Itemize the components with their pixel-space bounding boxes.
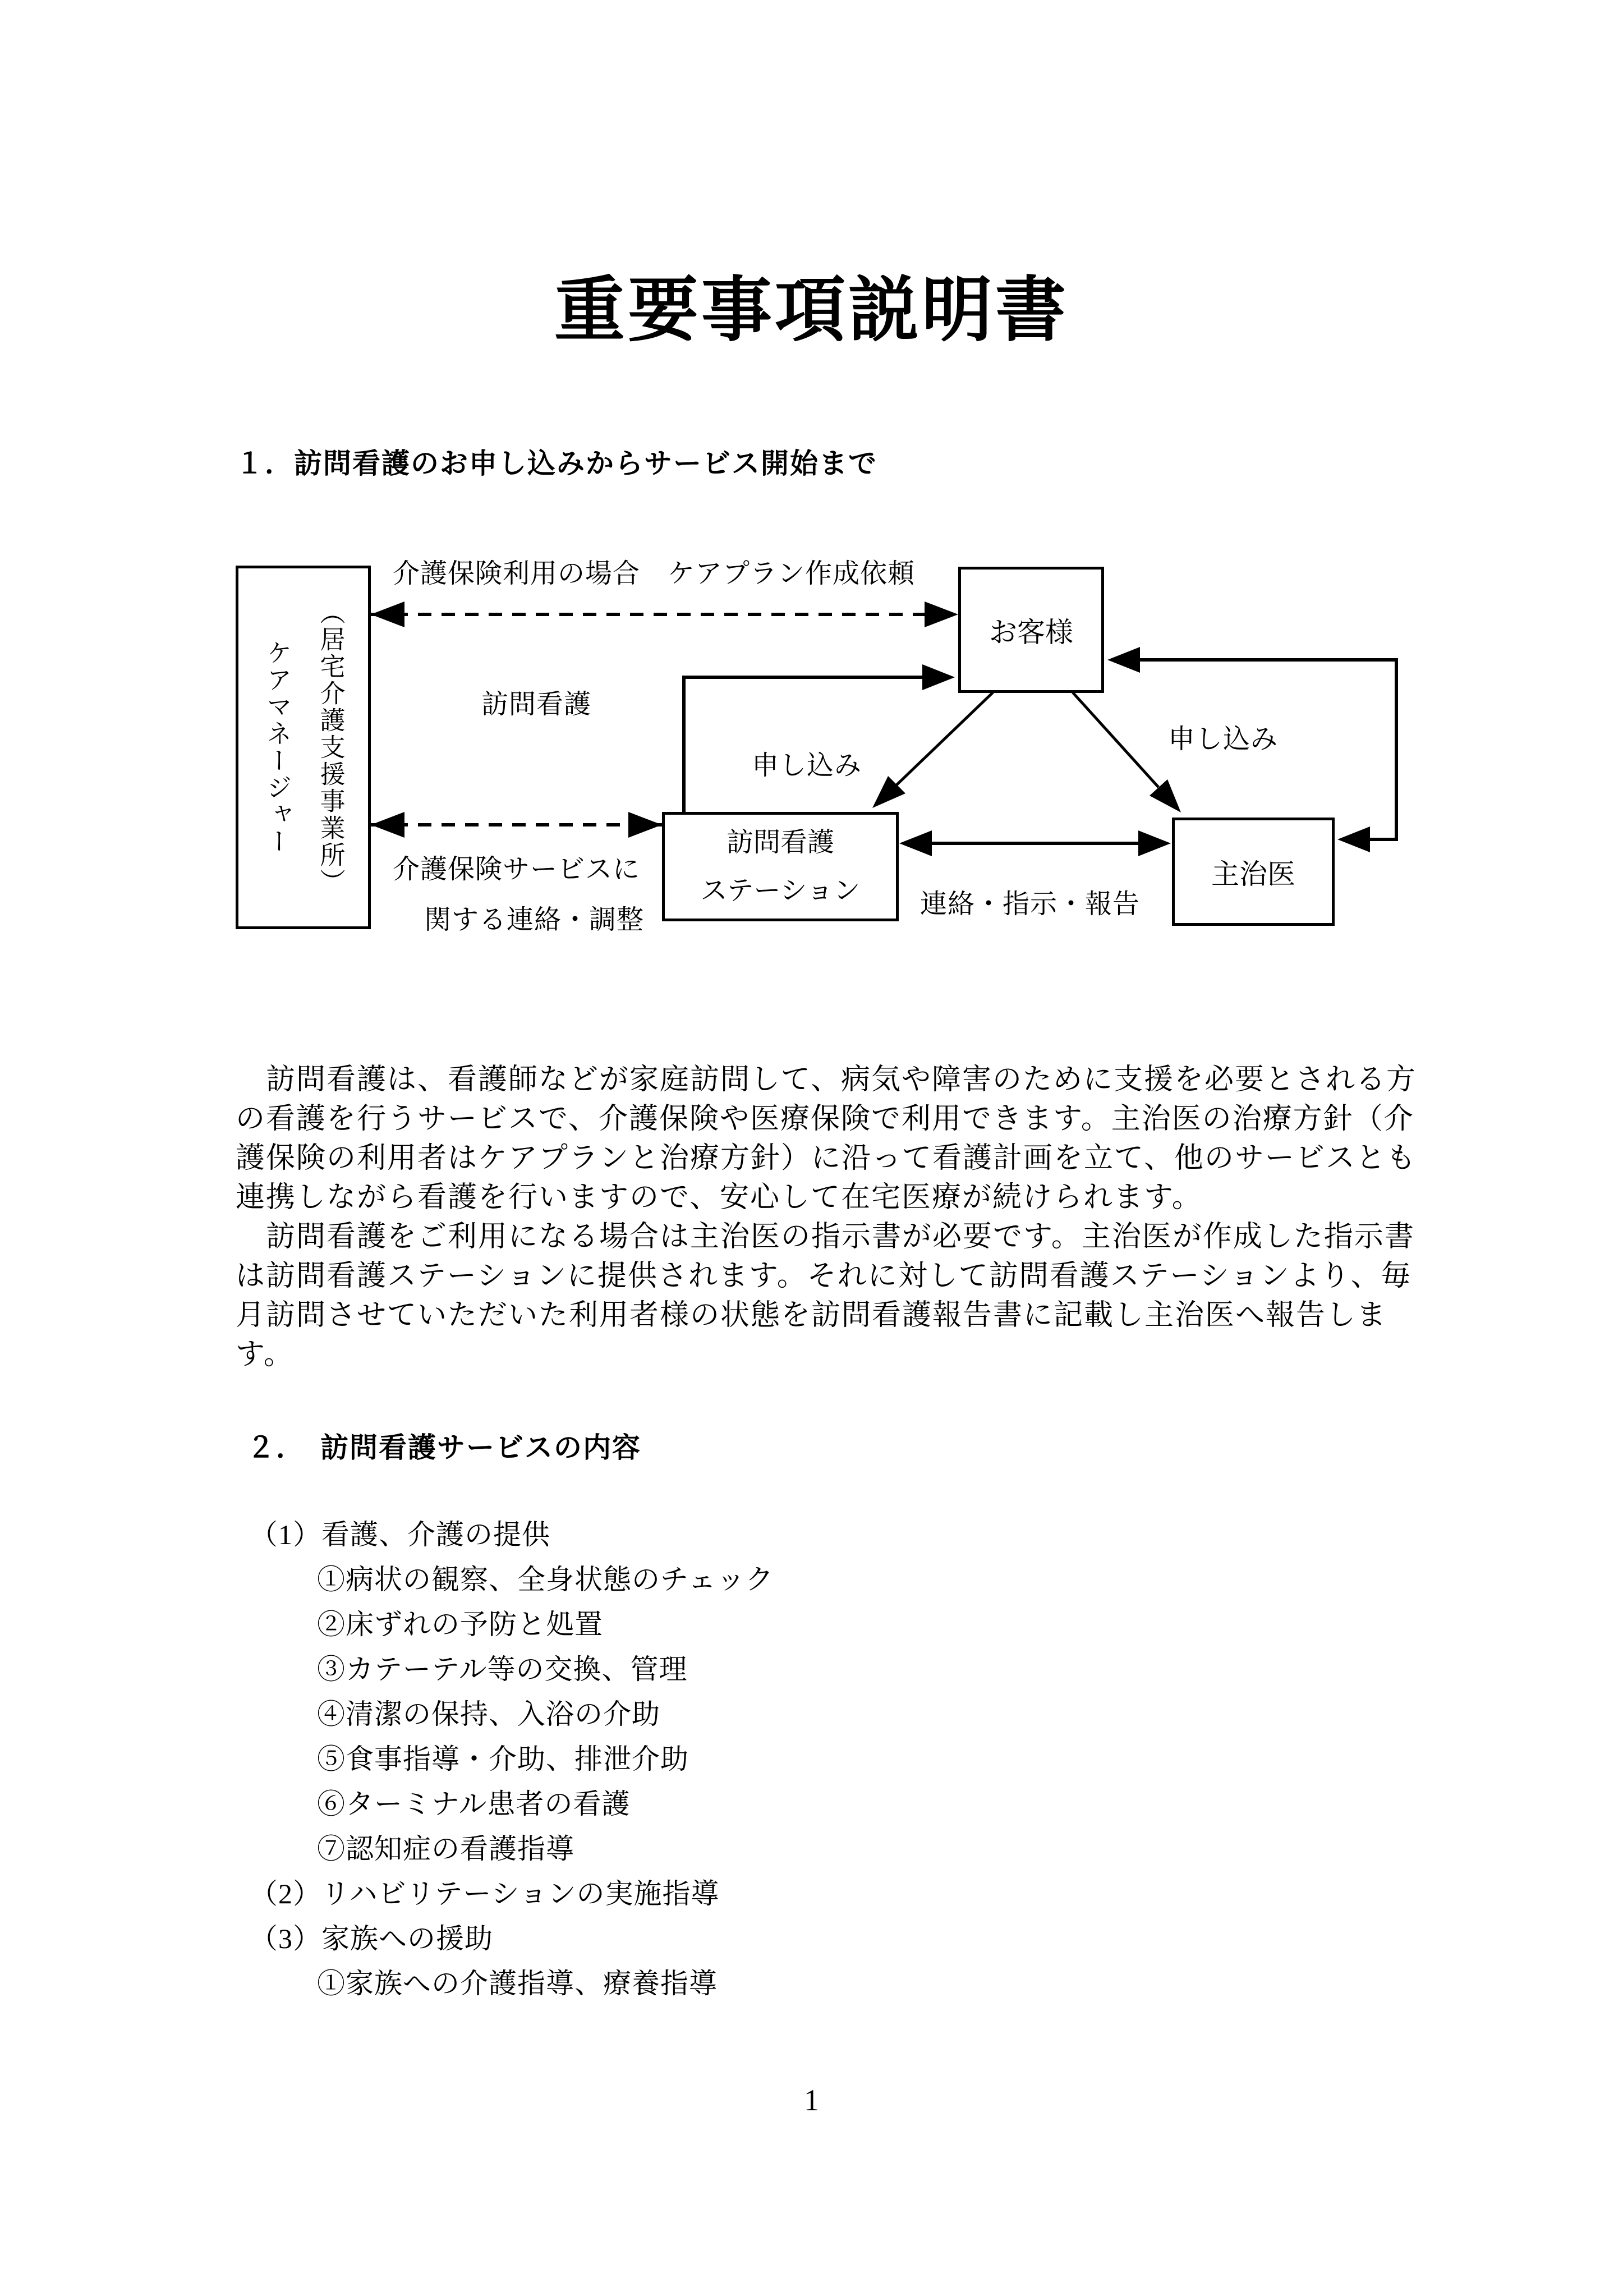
doctor-label: 主治医 [1211, 858, 1295, 890]
paragraph2-line: 月訪問させていただいた利用者様の状態を訪問看護報告書に記載し主治医へ報告しま [236, 1299, 1387, 1331]
care-manager-label [250, 599, 357, 896]
arrowhead-left-icon [1337, 826, 1370, 852]
list-item: ③カテーテル等の交換、管理 [317, 1654, 688, 1685]
diagonal-customer-to-doctor [1073, 692, 1158, 787]
arrowhead-right-icon [922, 664, 955, 690]
label-renraku-shiji-houkoku: 連絡・指示・報告 [920, 889, 1141, 919]
arrowhead-left-icon [371, 601, 404, 627]
label-kaigo-hoken-service-2: 関する連絡・調整 [424, 905, 645, 935]
list-item: ⑥ターミナル患者の看護 [317, 1788, 631, 1820]
paragraph2-line: は訪問看護ステーションに提供されます。それに対して訪問看護ステーションより、毎 [236, 1260, 1411, 1292]
care-manager-org: （居宅介護支援事業所） [316, 599, 344, 896]
list-item: ⑦認知症の看護指導 [317, 1833, 574, 1865]
list-item: （1）看護、介護の提供 [250, 1519, 550, 1550]
arrowhead-left-icon [1107, 647, 1140, 673]
section2-heading: ２． 訪問看護サービスの内容 [247, 1432, 641, 1463]
list-item: ⑤食事指導・介助、排泄介助 [317, 1743, 689, 1775]
paragraph1-line: 連携しながら看護を行いますので、安心して在宅医療が続けられます。 [236, 1182, 1202, 1214]
document-title: 重要事項説明書 [554, 272, 1069, 350]
paragraph2-line: す。 [236, 1339, 294, 1371]
customer-label: お客様 [989, 616, 1073, 648]
arrowhead-right-icon [925, 601, 958, 627]
section1-heading: １．訪問看護のお申し込みからサービス開始まで [236, 448, 877, 479]
station-label [700, 819, 860, 915]
list-item: （2）リハビリテーションの実施指導 [250, 1878, 720, 1909]
box-station [662, 812, 899, 921]
list-item: ④清潔の保持、入浴の介助 [317, 1698, 660, 1730]
box-doctor [1172, 818, 1335, 926]
label-kaigo-hoken-service-1: 介護保険サービスに [393, 855, 641, 884]
paragraph1-line: 訪問看護は、看護師などが家庭訪問して、病気や障害のために支援を必要とされる方 [236, 1064, 1417, 1096]
arrowhead-left-icon [899, 830, 932, 856]
arrowhead-right-icon [628, 812, 662, 838]
list-item: ①病状の観察、全身状態のチェック [317, 1564, 774, 1595]
arrowhead-right-icon [1138, 830, 1171, 856]
station-line2: ステーション [700, 875, 861, 906]
box-care-manager [236, 566, 371, 929]
station-line1: 訪問看護 [726, 827, 834, 857]
paragraph1-line: の看護を行うサービスで、介護保険や医療保険で利用できます。主治医の治療方針（介 [236, 1103, 1414, 1135]
box-customer [958, 567, 1104, 693]
label-moushikomi-right: 申し込み [1168, 724, 1279, 754]
care-manager-title: ケアマネージャー [263, 640, 291, 855]
label-care-plan-request: 介護保険利用の場合 ケアプラン作成依頼 [393, 559, 916, 589]
list-item: ①家族への介護指導、療養指導 [317, 1968, 718, 1999]
arrowhead-left-icon [371, 812, 404, 838]
paragraph1-line: 護保険の利用者はケアプランと治療方針）に沿って看護計画を立て、他のサービスとも [236, 1142, 1417, 1174]
diagonal-customer-to-station [896, 692, 993, 785]
label-houmon-kango: 訪問看護 [481, 690, 592, 719]
list-item: ②床ずれの予防と処置 [317, 1609, 603, 1640]
list-item: （3）家族への援助 [250, 1923, 493, 1954]
paragraph2-line: 訪問看護をご利用になる場合は主治医の指示書が必要です。主治医が作成した指示書 [236, 1221, 1415, 1253]
label-moushikomi-left: 申し込み [752, 751, 862, 780]
page-number: 1 [804, 2083, 819, 2117]
